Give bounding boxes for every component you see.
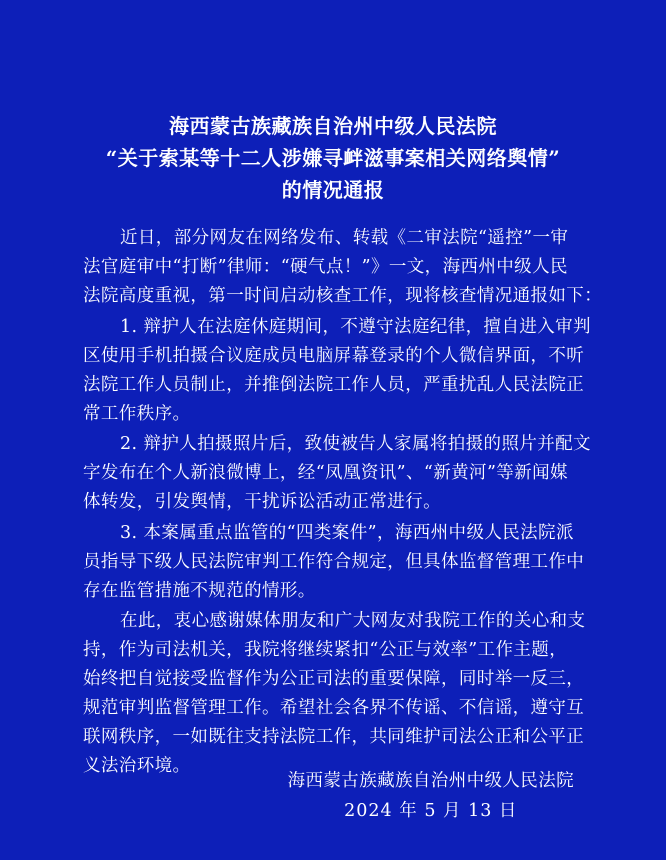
paragraph-point-3	[0, 519, 666, 606]
signature-date: 2024 年 5 月 13 日	[344, 801, 518, 821]
body-line: 近日，部分网友在网络发布、转载《二审法院“遥控”一审	[120, 228, 569, 248]
body-line: 联网秩序，一如既往支持法院工作，共同维护司法公正和公平正	[83, 727, 585, 747]
body-line: 1. 辩护人在法庭休庭期间，不遵守法庭纪律，擅自进入审判	[120, 316, 591, 337]
paragraph-point-1	[0, 313, 666, 429]
document-title	[0, 110, 666, 206]
body-line: 体转发，引发舆情，干扰诉讼活动正常进行。	[83, 492, 441, 512]
body-line: 在此，衷心感谢媒体朋友和广大网友对我院工作的关心和支	[120, 611, 586, 631]
body-line: 持，作为司法机关，我院将继续紧扣“公正与效率”工作主题，	[83, 640, 568, 660]
document-body	[0, 224, 666, 781]
body-line: 字发布在个人新浪微博上，经“凤凰资讯”、“新黄河”等新闻媒	[83, 463, 568, 483]
body-line: 区使用手机拍摄合议庭成员电脑屏幕登录的个人微信界面，不听	[83, 345, 585, 366]
signature-block	[288, 766, 574, 826]
body-line: 始终把自觉接受监督作为公正司法的重要保障，同时举一反三，	[83, 669, 585, 689]
paragraph-closing	[0, 607, 666, 781]
body-line: 3. 本案属重点监管的“四类案件”，海西州中级人民法院派	[120, 522, 574, 543]
title-line-report: 的情况通报	[281, 178, 385, 202]
title-line-court: 海西蒙古族藏族自治州中级人民法院	[169, 114, 497, 138]
body-line: 规范审判监督管理工作。希望社会各界不传谣、不信谣，遵守互	[83, 698, 585, 718]
body-line: 法官庭审中“打断”律师：“硬气点！”》一文，海西州中级人民	[83, 257, 568, 277]
paragraph-intro	[0, 224, 666, 311]
body-line: 法院高度重视，第一时间启动核查工作，现将核查情况通报如下：	[83, 286, 603, 306]
body-line: 法院工作人员制止，并推倒法院工作人员，严重扰乱人民法院正	[83, 374, 585, 395]
body-line: 员指导下级人民法院审判工作符合规定，但具体监督管理工作中	[83, 551, 585, 572]
title-line-subject: “关于索某等十二人涉嫌寻衅滋事案相关网络舆情”	[105, 146, 561, 170]
paragraph-point-2	[0, 430, 666, 517]
body-line: 存在监管措施不规范的情形。	[83, 580, 316, 601]
signature-organization: 海西蒙古族藏族自治州中级人民法院	[287, 771, 574, 791]
body-line: 常工作秩序。	[83, 403, 191, 424]
body-line: 2. 辩护人拍摄照片后，致使被告人家属将拍摄的照片并配文	[120, 434, 591, 454]
body-line: 义法治环境。	[83, 756, 191, 776]
